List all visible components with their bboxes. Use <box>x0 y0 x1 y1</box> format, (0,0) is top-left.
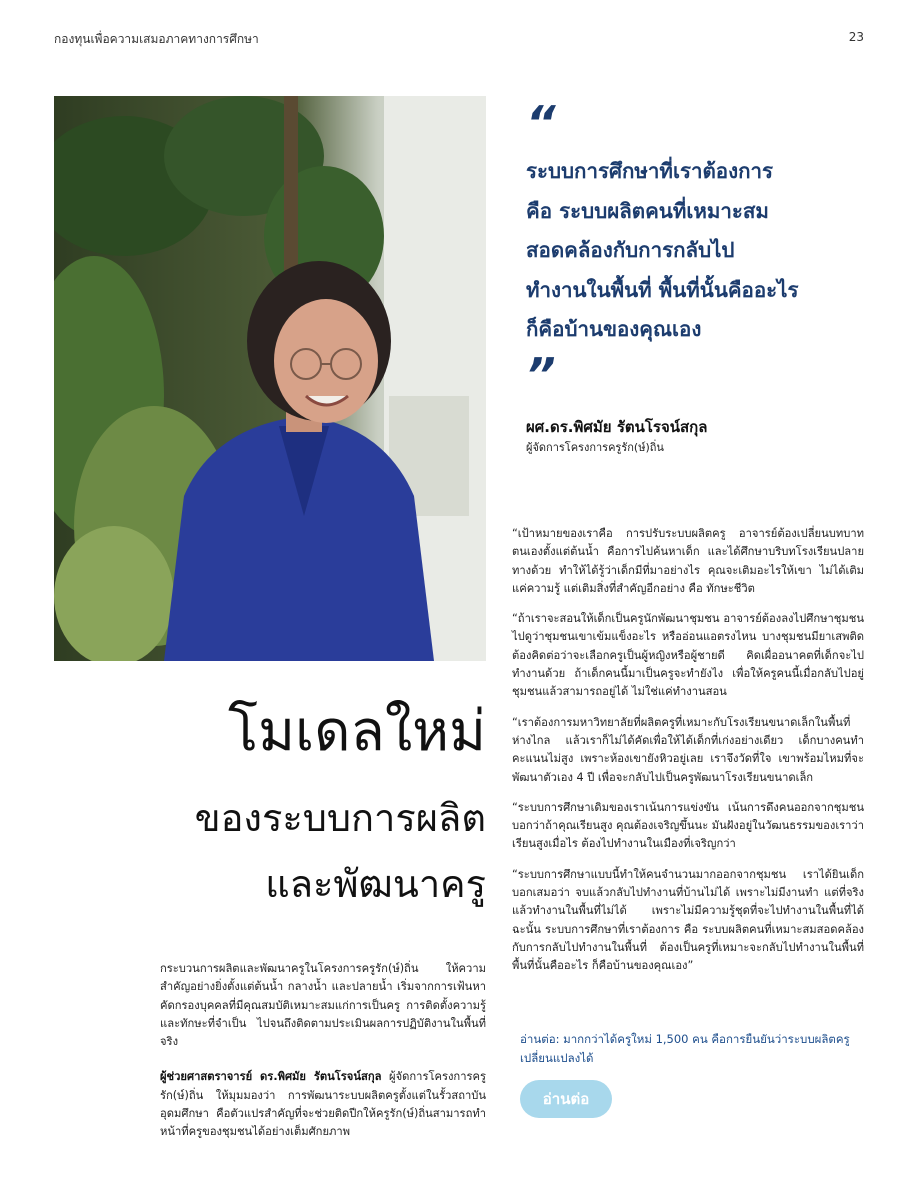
speaker-name: ผศ.ดร.พิศมัย รัตนโรจน์สกุล <box>526 418 708 436</box>
speaker-title: ผู้จัดการโครงการครูรัก(ษ์)ถิ่น <box>526 441 664 454</box>
intro-bold-name: ผู้ช่วยศาสตราจารย์ ดร.พิศมัย รัตนโรจน์สกุล <box>160 1070 382 1084</box>
article-subtitle-line1: ของระบบการผลิต <box>194 796 486 840</box>
pull-quote-line: สอดคล้องกับการกลับไป <box>526 238 735 262</box>
article-title: โมเดลใหม่ <box>228 699 486 764</box>
interview-paragraph: “ระบบการศึกษาเดิมของเราเน้นการแข่งขัน เน้นการดึงคนออกจากชุมชน บอกว่าถ้าคุณเรียนสูง คุณต้องเจริญขึ้นนะ มันฝังอยู่ในวัฒนธรรมของเราว่า เรียนสูงเมื่อไร ต้องไปทำงานในเมืองที่เจริญกว่า <box>512 800 864 851</box>
interview-paragraph: “ระบบการศึกษาแบบนี้ทำให้คนจำนวนมากออกจากชุมชน เราได้ยินเด็กบอกเสมอว่า จบแล้วกลับไปทำงานที่บ้านไม่ได้ เพราะไม่มีงานทำ แต่ที่จริงแล้วทำงานในพื้นที่ไม่ได้ เพราะไม่มีความรู้ชุดที่จะไปทำงานในพื้นที่ได้ ฉะนั้น ระบบการศึกษาที่เราต้องการ คือ ระบบผลิตคนที่เหมาะสมสอดคล้องกับการกลับไปทำงานในพื้นที่ ต้องเป็นครูที่เหมาะจะกลับไปทำงานในพื้นที่ พื้นที่นั้นคืออะไร ก็คือบ้านของคุณเอง” <box>512 867 864 973</box>
pull-quote-line: คือ ระบบผลิตคนที่เหมาะสม <box>526 198 769 223</box>
quote-close-mark: ” <box>526 348 556 402</box>
read-more-button[interactable]: อ่านต่อ <box>520 1080 612 1118</box>
pull-quote <box>526 152 856 350</box>
interview-paragraph: “ถ้าเราจะสอนให้เด็กเป็นครูนักพัฒนาชุมชน อาจารย์ต้องลงไปศึกษาชุมชน ไปดูว่าชุมชนเขาเข้มแข็งอะไร หรืออ่อนแอตรงไหน บางชุมชนมียาเสพติด ต้องคิดต่อว่าจะเลือกครูเป็นผู้หญิงหรือผู้ชายดี คิดเผื่ออนาคตที่เด็กจะไปทำงานด้วย ถ้าเด็กคนนี้มาเป็นครูจะทำยังไง เพื่อให้ครูคนนี้เมื่อกลับไปอยู่ชุมชนแล้วสามารถอยู่ได้ ไม่ใช่แค่ทำงานสอน <box>512 612 864 699</box>
quote-open-mark: “ <box>526 96 556 150</box>
pull-quote-line: ก็คือบ้านของคุณเอง <box>526 317 702 341</box>
pull-quote-line: ทำงานในพื้นที่ พื้นที่นั้นคืออะไร <box>526 277 799 302</box>
interview-paragraph: “เราต้องการมหาวิทยาลัยที่ผลิตครูที่เหมาะกับโรงเรียนขนาดเล็กในพื้นที่ห่างไกล แล้วเราก็ไม่ได้คัดเพื่อให้ได้เด็กที่เก่งอย่างเดียว เด็กบางคนทำคะแนนไม่สูง เพราะห้องเขายังหิวอยู่เลย เราจึงวัดที่ใจ เขาพร้อมไหมที่จะพัฒนาตัวเอง 4 ปี เพื่อจะกลับไปเป็นครูพัฒนาโรงเรียนขนาดเล็ก <box>512 715 864 784</box>
interview-body <box>512 525 864 988</box>
publication-name: กองทุนเพื่อความเสมอภาคทางการศึกษา <box>54 32 259 46</box>
article-subtitle-line2: และพัฒนาครู <box>265 862 486 906</box>
interview-paragraph: “เป้าหมายของเราคือ การปรับระบบผลิตครู อาจารย์ต้องเปลี่ยนบทบาทตนเองตั้งแต่ต้นน้ำ คือการไปค้นหาเด็ก และได้ศึกษาบริบทโรงเรียนปลายทางด้วย ทำให้ได้รู้ว่าเด็กมีที่มาอย่างไร คุณจะเติมอะไรให้เขา ไม่ได้เติมแค่ความรู้ แต่เติมสิ่งที่สำคัญอีกอย่าง คือ ทักษะชีวิต <box>512 527 864 595</box>
intro-paragraph-text: ผู้จัดการโครงการครูรัก(ษ์)ถิ่น ให้มุมมองว่า การพัฒนาระบบผลิตครูตั้งแต่ในรั้วสถาบันอุดมศึกษา คือตัวแปรสำคัญที่จะช่วยติดปีกให้ครูรัก(ษ์)ถิ่นสามารถทำหน้าที่ครูของชุมชนได้อย่างเต็มศักยภาพ <box>160 1070 486 1139</box>
intro-paragraph <box>160 1068 486 1141</box>
page-number: 23 <box>848 30 864 44</box>
read-more-link[interactable]: อ่านต่อ: มากกว่าได้ครูใหม่ 1,500 คน คือการยืนยันว่าระบบผลิตครูเปลี่ยนแปลงได้ <box>520 1032 850 1065</box>
portrait-photo <box>54 96 486 661</box>
pull-quote-line: ระบบการศึกษาที่เราต้องการ <box>526 159 774 183</box>
intro-paragraph: กระบวนการผลิตและพัฒนาครูในโครงการครูรัก(ษ์)ถิ่น ให้ความสำคัญอย่างยิ่งตั้งแต่ต้นน้ำ กลางน้ำ และปลายน้ำ เริ่มจากการเฟ้นหาคัดกรองบุคคลที่มีคุณสมบัติเหมาะสมแก่การเป็นครู การติดตั้งความรู้และทักษะที่จำเป็น ไปจนถึงติดตามประเมินผลการปฏิบัติงานในพื้นที่จริง <box>160 962 486 1049</box>
intro-body <box>160 960 486 1159</box>
